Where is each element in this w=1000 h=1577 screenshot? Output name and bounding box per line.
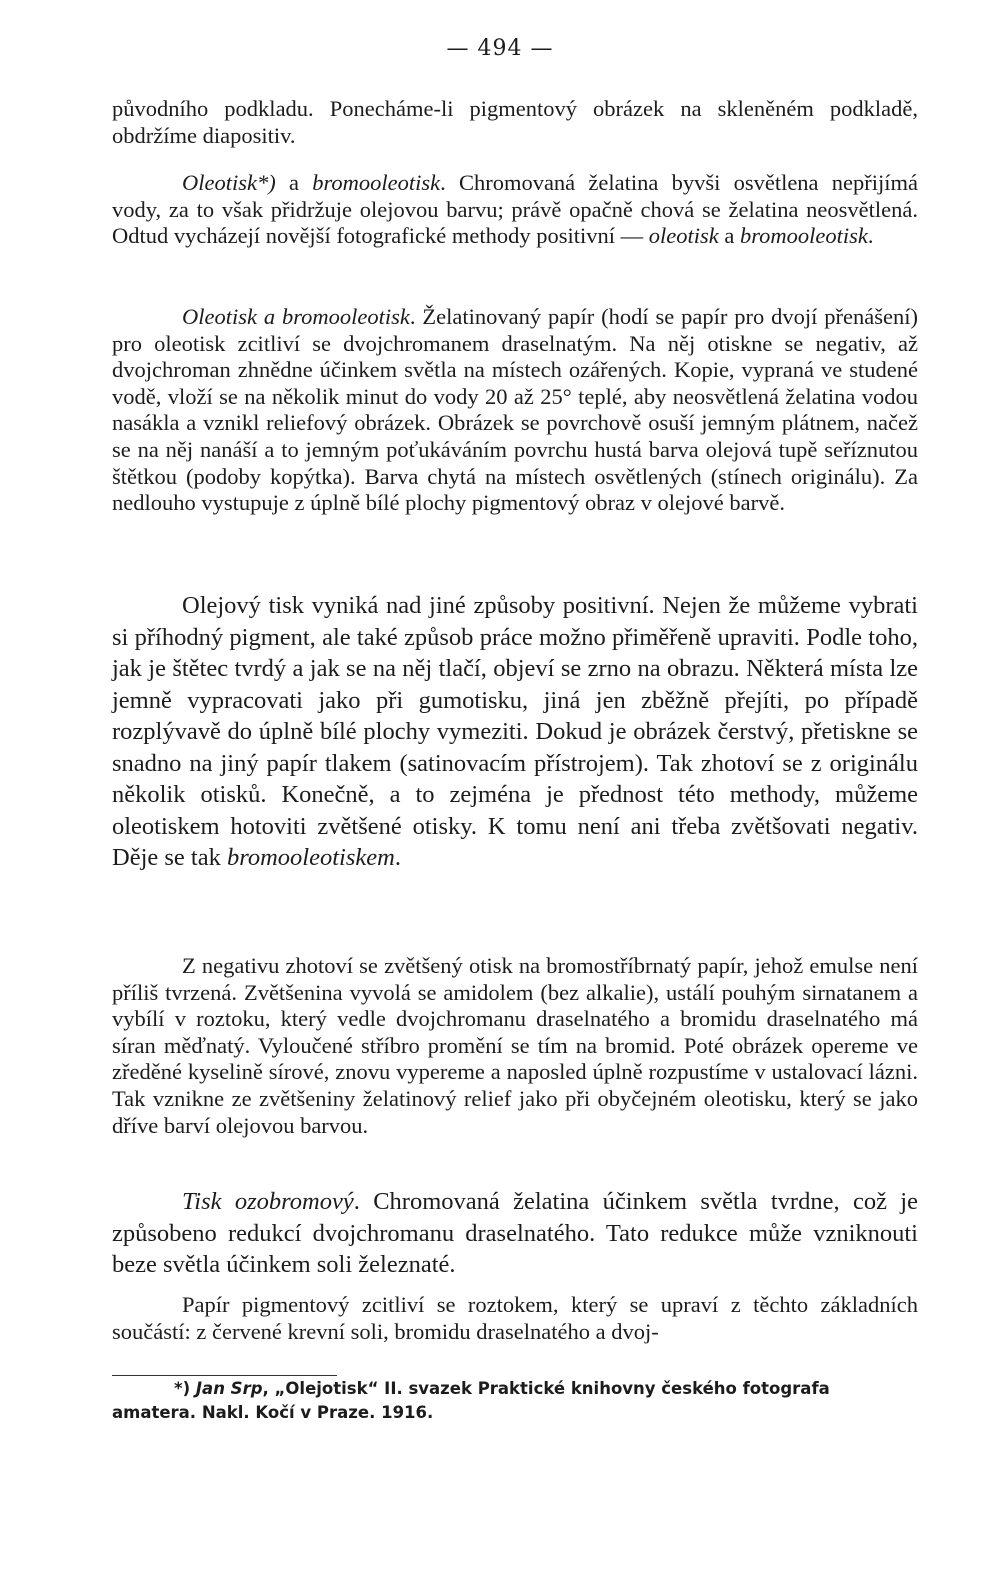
paragraph-4 <box>112 590 918 874</box>
paragraph-6-text: . Chromovaná želatina účinkem světla tvrdne, což je způsobeno redukcí dvojchromanu draselnatého. Tato redukce může vzniknouti beze světla účinkem soli železnaté. <box>112 1188 918 1278</box>
paragraph-6 <box>112 1186 918 1281</box>
paragraph-6-lead: Tisk ozobromový <box>182 1188 354 1215</box>
paragraph-5-block <box>112 953 918 1139</box>
paragraph-4-term: bromooleotiskem <box>226 844 395 871</box>
page-number: — 494 — <box>446 36 554 61</box>
paragraph-2-lead: Oleotisk*) <box>182 170 276 195</box>
paragraph-3-lead: Oleotisk a bromooleotisk <box>182 304 410 329</box>
paragraph-2-joiner: a <box>718 223 740 249</box>
paragraph-2-lead2: bromooleotisk <box>312 170 441 195</box>
paragraph-2-block <box>112 170 918 250</box>
paragraph-2-term-oleotisk: oleotisk <box>648 223 719 249</box>
footnote-author: Jan Srp <box>195 1379 263 1398</box>
paragraph-1-block <box>112 96 918 149</box>
paragraph-6-block <box>112 1186 918 1281</box>
paragraph-4-text: Olejový tisk vyniká nad jiné způsoby positivní. Nejen že můžeme vybrati si příhodný pigment, ale také způsob práce možno přiměřeně upraviti. Podle toho, jak je štětec tvrdý a jak se na něj tlačí, objeví se zrno na obrazu. Některá místa lze jemně vypracovati jako při gumotisku, jiná jen zběžně přejíti, po případě rozplývavě do úplně bílé plochy vymeziti. Dokud je obrázek čerstvý, přetiskne se snadno na jiný papír tlakem (satinovacím přístrojem). Tak zhotoví se z originálu několik otisků. Konečně, a to zejména je přednost této methody, můžeme oleotiskem hotoviti zvětšené otisky. K tomu není ani třeba zvětšovati negativ. Děje se tak <box>112 592 918 871</box>
paragraph-2-text: . Chromovaná želatina byvši osvětlena nepřijímá vody, za to však přidržuje olejovou barvu; právě opačně chová se želatina neosvětlená. Odtud vycházejí novější fotografické methody positivní — <box>112 170 918 249</box>
paragraph-2-end: . <box>867 223 874 249</box>
paragraph-2 <box>112 170 918 250</box>
paragraph-7: Papír pigmentový zcitliví se roztokem, který se upraví z těchto základních součástí: z červené krevní soli, bromidu draselnatého a dvoj- <box>112 1292 918 1344</box>
footnote-mark: *) <box>174 1379 196 1398</box>
footnote <box>112 1377 918 1425</box>
paragraph-2-term-bromooleotisk: bromooleotisk <box>740 223 868 249</box>
footnote-divider <box>112 1375 337 1376</box>
paragraph-5: Z negativu zhotoví se zvětšený otisk na bromostříbrnatý papír, jehož emulse není příliš tvrzená. Zvětšenina vyvolá se amidolem (bez alkalie), ustálí pouhým sirnatanem a vybílí v roztoku, který vedle dvojchromanu draselnatého a bromidu draselnatého má síran měďnatý. Vyloučené stříbro promění se tím na bromid. Poté obrázek opereme ve zředěné kyselině sírové, znovu vypereme a naposled úplně rozpustíme v ustalovací lázni. Tak vznikne ze zvětšeniny želatinový relief jako při obyčejném oleotisku, který se jako dříve barví olejovou barvou. <box>112 953 918 1138</box>
paragraph-3-block <box>112 304 918 517</box>
footnote-text: , „Olejotisk“ II. svazek Praktické knihovny českého fotografa amatera. Nakl. Kočí v Praze. 1916. <box>112 1379 830 1422</box>
paragraph-3 <box>112 304 918 517</box>
paragraph-4-end: . <box>394 844 401 871</box>
paragraph-7-block <box>112 1292 918 1345</box>
paragraph-4-block <box>112 590 918 874</box>
paragraph-1: původního podkladu. Ponecháme-li pigmentový obrázek na skleněném podkladě, obdržíme diapositiv. <box>112 96 918 148</box>
paragraph-2-mid: a <box>275 170 313 195</box>
paragraph-3-text: . Želatinovaný papír (hodí se papír pro dvojí přenášení) pro oleotisk zcitliví se dvojchromanem draselnatým. Na něj otiskne se negativ, až dvojchroman zhnědne účinkem světla na místech ozářených. Kopie, vypraná ve studené vodě, vloží se na několik minut do vody 20 až 25° teplé, aby neosvětlená želatina vodou nasákla a vznikl reliefový obrázek. Obrázek se povrchově osuší jemným plátnem, načež se na něj nanáší a to jemným poťukáváním povrchu hustá barva olejová tupě seříznutou štětkou (podoby kopýtka). Barva chytá na místech osvětlených (stínech originálu). Za nedlouho vystupuje z úplně bílé plochy pigmentový obraz v olejové barvě. <box>112 304 918 516</box>
